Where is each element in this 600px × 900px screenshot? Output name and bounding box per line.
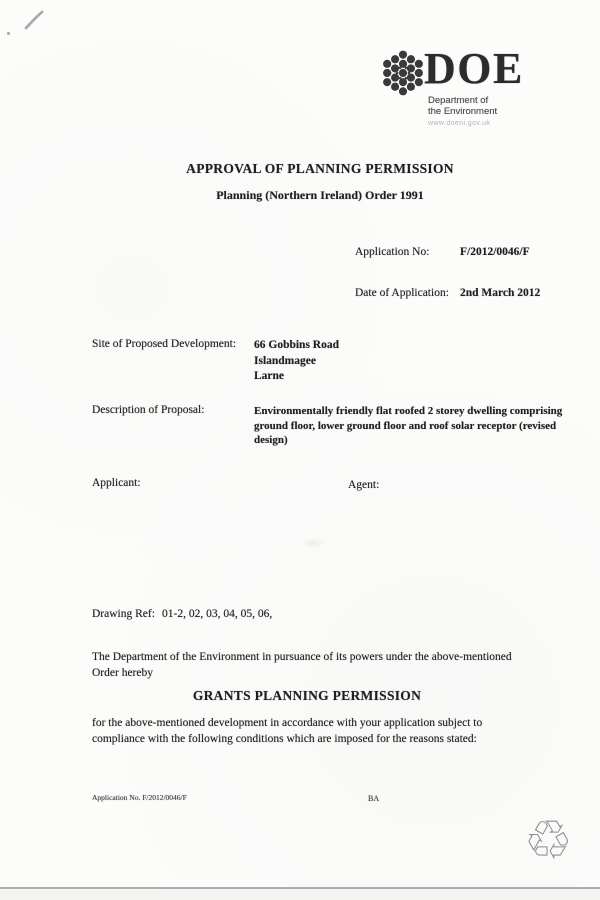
document-title: APPROVAL OF PLANNING PERMISSION bbox=[186, 161, 454, 176]
logo-department-line2: the Environment bbox=[428, 106, 498, 117]
pursuance-line: Order hereby bbox=[92, 666, 153, 679]
logo-website: www.doeni.gov.uk bbox=[428, 120, 491, 127]
conditions-line: compliance with the following conditions which are imposed for the reasons stated: bbox=[92, 732, 477, 745]
conditions-line: for the above-mentioned development in accordance with your application subject to bbox=[92, 717, 483, 729]
applicant-label: Applicant: bbox=[92, 477, 141, 489]
site-value bbox=[254, 338, 339, 385]
doe-hexagon-dots-icon bbox=[378, 45, 428, 101]
drawing-ref-label: Drawing Ref: bbox=[92, 608, 155, 620]
recycle-icon: ♲ bbox=[524, 809, 573, 872]
date-of-application-value: 2nd March 2012 bbox=[460, 287, 541, 299]
site-address-line: Islandmagee bbox=[254, 354, 316, 367]
description-label: Description of Proposal: bbox=[92, 404, 205, 416]
footer-application-no: Application No. F/2012/0046/F bbox=[92, 793, 187, 802]
grants-permission-heading: GRANTS PLANNING PERMISSION bbox=[192, 688, 422, 703]
document-subtitle: Planning (Northern Ireland) Order 1991 bbox=[216, 188, 424, 202]
agent-label: Agent: bbox=[348, 479, 380, 491]
page-edge-area bbox=[0, 889, 600, 900]
scan-speck bbox=[7, 32, 10, 35]
scan-smudge bbox=[300, 538, 326, 548]
pen-mark-icon bbox=[2, 2, 52, 42]
site-label: Site of Proposed Development: bbox=[92, 338, 237, 350]
logo-department-name bbox=[428, 95, 497, 117]
description-line: Environmentally friendly flat roofed 2 storey dwelling comprising bbox=[254, 405, 563, 417]
conditions-paragraph bbox=[92, 716, 482, 748]
date-of-application-label: Date of Application: bbox=[355, 287, 449, 299]
footer-page-code: BA bbox=[368, 794, 380, 803]
application-no-value: F/2012/0046/F bbox=[460, 246, 530, 258]
pursuance-line: The Department of the Environment in pursuance of its powers under the above-mentioned bbox=[92, 651, 512, 663]
logo-department-line1: Department of bbox=[428, 95, 489, 106]
logo-acronym: DOE bbox=[424, 44, 524, 93]
site-address-line: Larne bbox=[254, 370, 285, 382]
description-line: ground floor, lower ground floor and roof solar receptor (revised bbox=[254, 419, 557, 432]
site-address-line: 66 Gobbins Road bbox=[254, 339, 340, 351]
description-value bbox=[254, 404, 562, 448]
pursuance-paragraph bbox=[92, 650, 512, 682]
application-no-label: Application No: bbox=[355, 246, 430, 258]
description-line: design) bbox=[254, 434, 288, 446]
drawing-ref-value: 01-2, 02, 03, 04, 05, 06, bbox=[162, 608, 273, 620]
